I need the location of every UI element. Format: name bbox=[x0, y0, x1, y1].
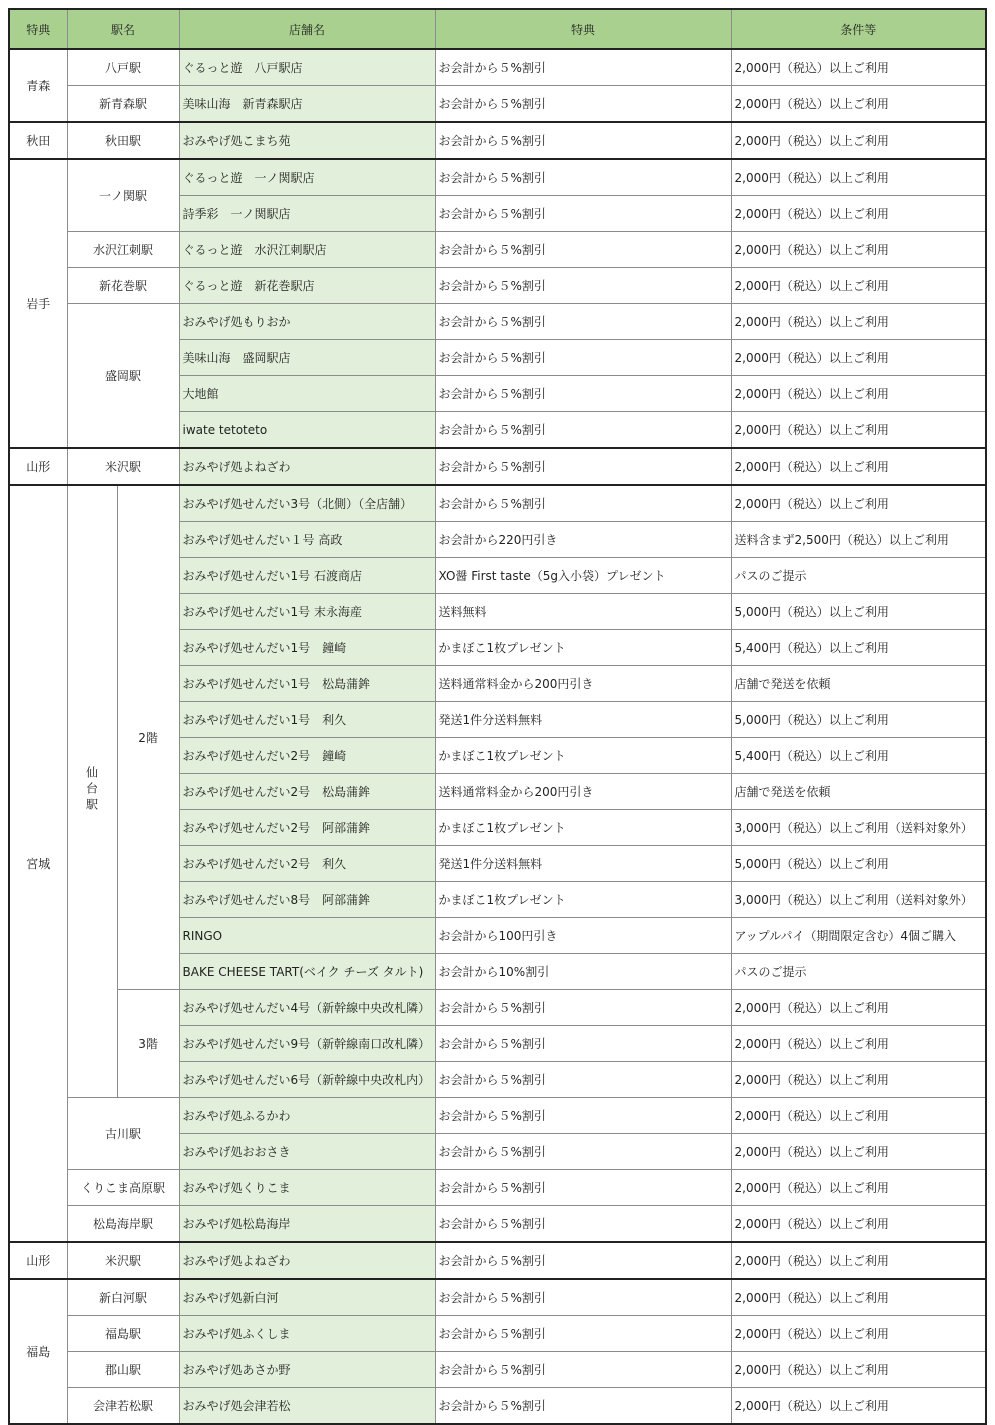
condition-text: 2,000円（税込）以上ご利用 bbox=[731, 86, 986, 123]
store-name: おみやげ処ふるかわ bbox=[179, 1098, 435, 1134]
prefecture-iwate: 岩手 bbox=[9, 159, 67, 448]
store-name: おみやげ処せんだい1号 松島蒲鉾 bbox=[179, 666, 435, 702]
store-name: おみやげ処こまち苑 bbox=[179, 122, 435, 159]
station-sendai-label: 仙台駅 bbox=[84, 766, 99, 814]
station-matsushima: 松島海岸駅 bbox=[67, 1206, 179, 1243]
condition-text: 2,000円（税込）以上ご利用 bbox=[731, 376, 986, 412]
condition-text: 5,400円（税込）以上ご利用 bbox=[731, 630, 986, 666]
condition-text: 3,000円（税込）以上ご利用（送料対象外） bbox=[731, 882, 986, 918]
condition-text: 5,000円（税込）以上ご利用 bbox=[731, 846, 986, 882]
condition-text: 5,400円（税込）以上ご利用 bbox=[731, 738, 986, 774]
condition-text: 2,000円（税込）以上ご利用 bbox=[731, 1062, 986, 1098]
table-row bbox=[9, 159, 986, 196]
store-name: おみやげ処せんだい1号 末永海産 bbox=[179, 594, 435, 630]
station-furukawa: 古川駅 bbox=[67, 1098, 179, 1170]
benefit-text: お会計から５%割引 bbox=[435, 1206, 731, 1243]
condition-text: 2,000円（税込）以上ご利用 bbox=[731, 1279, 986, 1316]
table-row bbox=[9, 86, 986, 123]
station-yonezawa-2: 米沢駅 bbox=[67, 1242, 179, 1279]
condition-text: パスのご提示 bbox=[731, 954, 986, 990]
header-station: 駅名 bbox=[67, 9, 179, 49]
station-morioka: 盛岡駅 bbox=[67, 304, 179, 449]
condition-text: 2,000円（税込）以上ご利用 bbox=[731, 340, 986, 376]
condition-text: 2,000円（税込）以上ご利用 bbox=[731, 1352, 986, 1388]
store-name: おみやげ処もりおか bbox=[179, 304, 435, 340]
benefit-text: お会計から５%割引 bbox=[435, 159, 731, 196]
table-row bbox=[9, 1316, 986, 1352]
station-akita: 秋田駅 bbox=[67, 122, 179, 159]
condition-text: 2,000円（税込）以上ご利用 bbox=[731, 1134, 986, 1170]
store-name: おみやげ処せんだい2号 阿部蒲鉾 bbox=[179, 810, 435, 846]
condition-text: 2,000円（税込）以上ご利用 bbox=[731, 1098, 986, 1134]
table-row bbox=[9, 1170, 986, 1206]
store-name: おみやげ処よねざわ bbox=[179, 448, 435, 485]
station-mizusawa: 水沢江刺駅 bbox=[67, 232, 179, 268]
store-name: ぐるっと遊 水沢江刺駅店 bbox=[179, 232, 435, 268]
station-ichinoseki: 一ノ関駅 bbox=[67, 159, 179, 232]
benefit-text: お会計から５%割引 bbox=[435, 485, 731, 522]
condition-text: 2,000円（税込）以上ご利用 bbox=[731, 1316, 986, 1352]
benefit-text: かまぼこ1枚プレゼント bbox=[435, 882, 731, 918]
condition-text: 2,000円（税込）以上ご利用 bbox=[731, 1206, 986, 1243]
store-name: おみやげ処よねざわ bbox=[179, 1242, 435, 1279]
benefit-text: お会計から５%割引 bbox=[435, 340, 731, 376]
condition-text: 2,000円（税込）以上ご利用 bbox=[731, 304, 986, 340]
benefit-text: かまぼこ1枚プレゼント bbox=[435, 810, 731, 846]
table-row bbox=[9, 1279, 986, 1316]
store-name: おみやげ処せんだい2号 利久 bbox=[179, 846, 435, 882]
condition-text: 店舗で発送を依頼 bbox=[731, 666, 986, 702]
table-row bbox=[9, 49, 986, 86]
benefit-text: お会計から５%割引 bbox=[435, 1026, 731, 1062]
header-benefit: 特典 bbox=[435, 9, 731, 49]
condition-text: 5,000円（税込）以上ご利用 bbox=[731, 594, 986, 630]
benefit-text: お会計から５%割引 bbox=[435, 1388, 731, 1425]
header-store: 店舗名 bbox=[179, 9, 435, 49]
store-name: ぐるっと遊 新花巻駅店 bbox=[179, 268, 435, 304]
store-name: おみやげ処せんだい1号 利久 bbox=[179, 702, 435, 738]
benefit-text: お会計から５%割引 bbox=[435, 122, 731, 159]
floor-2: 2階 bbox=[117, 485, 179, 990]
benefit-text: お会計から５%割引 bbox=[435, 1242, 731, 1279]
benefit-text: お会計から５%割引 bbox=[435, 1170, 731, 1206]
table-row bbox=[9, 1098, 986, 1134]
benefit-text: お会計から５%割引 bbox=[435, 232, 731, 268]
store-name: 美味山海 盛岡駅店 bbox=[179, 340, 435, 376]
store-name: おみやげ処せんだい3号（北側）（全店舗） bbox=[179, 485, 435, 522]
store-name: おみやげ処松島海岸 bbox=[179, 1206, 435, 1243]
condition-text: 2,000円（税込）以上ご利用 bbox=[731, 122, 986, 159]
condition-text: 送料含まず2,500円（税込）以上ご利用 bbox=[731, 522, 986, 558]
benefit-text: お会計から10%割引 bbox=[435, 954, 731, 990]
store-name: 美味山海 新青森駅店 bbox=[179, 86, 435, 123]
condition-text: 2,000円（税込）以上ご利用 bbox=[731, 49, 986, 86]
condition-text: 2,000円（税込）以上ご利用 bbox=[731, 159, 986, 196]
station-shinaomori: 新青森駅 bbox=[67, 86, 179, 123]
condition-text: 3,000円（税込）以上ご利用（送料対象外） bbox=[731, 810, 986, 846]
store-name: ぐるっと遊 八戸駅店 bbox=[179, 49, 435, 86]
benefit-text: お会計から５%割引 bbox=[435, 49, 731, 86]
table-row bbox=[9, 268, 986, 304]
station-kurikoma: くりこま高原駅 bbox=[67, 1170, 179, 1206]
table-row bbox=[9, 990, 986, 1026]
table-row bbox=[9, 448, 986, 485]
header-row bbox=[9, 9, 986, 49]
store-name: おみやげ処会津若松 bbox=[179, 1388, 435, 1425]
condition-text: アップルパイ（期間限定含む）4個ご購入 bbox=[731, 918, 986, 954]
benefit-text: 送料無料 bbox=[435, 594, 731, 630]
prefecture-aomori: 青森 bbox=[9, 49, 67, 122]
store-name: おみやげ処せんだい4号（新幹線中央改札隣） bbox=[179, 990, 435, 1026]
condition-text: 2,000円（税込）以上ご利用 bbox=[731, 1170, 986, 1206]
store-name: おみやげ処ふくしま bbox=[179, 1316, 435, 1352]
header-pref: 特典 bbox=[9, 9, 67, 49]
station-shinshirakawa: 新白河駅 bbox=[67, 1279, 179, 1316]
table-row bbox=[9, 1352, 986, 1388]
condition-text: 2,000円（税込）以上ご利用 bbox=[731, 448, 986, 485]
store-name: おみやげ処せんだい8号 阿部蒲鉾 bbox=[179, 882, 435, 918]
table-row bbox=[9, 122, 986, 159]
condition-text: パスのご提示 bbox=[731, 558, 986, 594]
header-condition: 条件等 bbox=[731, 9, 986, 49]
store-name: おみやげ処おおさき bbox=[179, 1134, 435, 1170]
benefit-text: 送料通常料金から200円引き bbox=[435, 666, 731, 702]
condition-text: 2,000円（税込）以上ご利用 bbox=[731, 268, 986, 304]
store-name: おみやげ処くりこま bbox=[179, 1170, 435, 1206]
station-koriyama: 郡山駅 bbox=[67, 1352, 179, 1388]
table-row bbox=[9, 304, 986, 340]
store-name: 大地館 bbox=[179, 376, 435, 412]
table-row bbox=[9, 1242, 986, 1279]
benefit-text: お会計から５%割引 bbox=[435, 1352, 731, 1388]
benefit-text: お会計から５%割引 bbox=[435, 196, 731, 232]
store-name: BAKE CHEESE TART(ベイク チーズ タルト) bbox=[179, 954, 435, 990]
prefecture-fukushima: 福島 bbox=[9, 1279, 67, 1424]
store-name: 詩季彩 一ノ関駅店 bbox=[179, 196, 435, 232]
benefit-text: お会計から220円引き bbox=[435, 522, 731, 558]
benefit-text: お会計から５%割引 bbox=[435, 1062, 731, 1098]
condition-text: 2,000円（税込）以上ご利用 bbox=[731, 196, 986, 232]
benefit-text: 送料通常料金から200円引き bbox=[435, 774, 731, 810]
benefit-text: XO醤 First taste（5g入小袋）プレゼント bbox=[435, 558, 731, 594]
store-name: おみやげ処新白河 bbox=[179, 1279, 435, 1316]
floor-3: 3階 bbox=[117, 990, 179, 1098]
prefecture-akita: 秋田 bbox=[9, 122, 67, 159]
store-name: おみやげ処せんだい１号 高政 bbox=[179, 522, 435, 558]
table-row bbox=[9, 1388, 986, 1425]
station-yonezawa: 米沢駅 bbox=[67, 448, 179, 485]
benefit-text: 発送1件分送料無料 bbox=[435, 702, 731, 738]
benefit-text: お会計から５%割引 bbox=[435, 1279, 731, 1316]
condition-text: 2,000円（税込）以上ご利用 bbox=[731, 990, 986, 1026]
condition-text: 2,000円（税込）以上ご利用 bbox=[731, 1026, 986, 1062]
store-name: おみやげ処せんだい1号 鐘崎 bbox=[179, 630, 435, 666]
benefit-table-container bbox=[8, 8, 987, 1425]
table-row bbox=[9, 1206, 986, 1243]
benefit-text: お会計から５%割引 bbox=[435, 1316, 731, 1352]
store-name: おみやげ処せんだい9号（新幹線南口改札隣） bbox=[179, 1026, 435, 1062]
condition-text: 2,000円（税込）以上ご利用 bbox=[731, 412, 986, 449]
condition-text: 店舗で発送を依頼 bbox=[731, 774, 986, 810]
station-sendai bbox=[67, 485, 117, 1098]
benefit-text: お会計から５%割引 bbox=[435, 990, 731, 1026]
store-name: おみやげ処せんだい2号 松島蒲鉾 bbox=[179, 774, 435, 810]
benefit-text: お会計から５%割引 bbox=[435, 1098, 731, 1134]
condition-text: 2,000円（税込）以上ご利用 bbox=[731, 232, 986, 268]
store-name: ぐるっと遊 一ノ関駅店 bbox=[179, 159, 435, 196]
table-row bbox=[9, 485, 986, 522]
benefit-text: 発送1件分送料無料 bbox=[435, 846, 731, 882]
station-aizu: 会津若松駅 bbox=[67, 1388, 179, 1425]
store-name: おみやげ処せんだい6号（新幹線中央改札内） bbox=[179, 1062, 435, 1098]
prefecture-miyagi: 宮城 bbox=[9, 485, 67, 1242]
benefit-text: お会計から５%割引 bbox=[435, 376, 731, 412]
benefit-text: お会計から５%割引 bbox=[435, 1134, 731, 1170]
benefit-text: お会計から５%割引 bbox=[435, 412, 731, 449]
prefecture-yamagata: 山形 bbox=[9, 448, 67, 485]
store-name: おみやげ処せんだい2号 鐘崎 bbox=[179, 738, 435, 774]
benefit-table bbox=[8, 8, 987, 1425]
station-hachinohe: 八戸駅 bbox=[67, 49, 179, 86]
benefit-text: かまぼこ1枚プレゼント bbox=[435, 738, 731, 774]
condition-text: 2,000円（税込）以上ご利用 bbox=[731, 1242, 986, 1279]
station-fukushima: 福島駅 bbox=[67, 1316, 179, 1352]
condition-text: 2,000円（税込）以上ご利用 bbox=[731, 485, 986, 522]
store-name: iwate tetoteto bbox=[179, 412, 435, 449]
store-name: おみやげ処あさか野 bbox=[179, 1352, 435, 1388]
condition-text: 5,000円（税込）以上ご利用 bbox=[731, 702, 986, 738]
store-name: RINGO bbox=[179, 918, 435, 954]
condition-text: 2,000円（税込）以上ご利用 bbox=[731, 1388, 986, 1425]
station-shinhanamaki: 新花巻駅 bbox=[67, 268, 179, 304]
store-name: おみやげ処せんだい1号 石渡商店 bbox=[179, 558, 435, 594]
benefit-text: かまぼこ1枚プレゼント bbox=[435, 630, 731, 666]
benefit-text: お会計から100円引き bbox=[435, 918, 731, 954]
benefit-text: お会計から５%割引 bbox=[435, 86, 731, 123]
table-row bbox=[9, 232, 986, 268]
prefecture-yamagata-2: 山形 bbox=[9, 1242, 67, 1279]
benefit-text: お会計から５%割引 bbox=[435, 448, 731, 485]
benefit-text: お会計から５%割引 bbox=[435, 304, 731, 340]
benefit-text: お会計から５%割引 bbox=[435, 268, 731, 304]
